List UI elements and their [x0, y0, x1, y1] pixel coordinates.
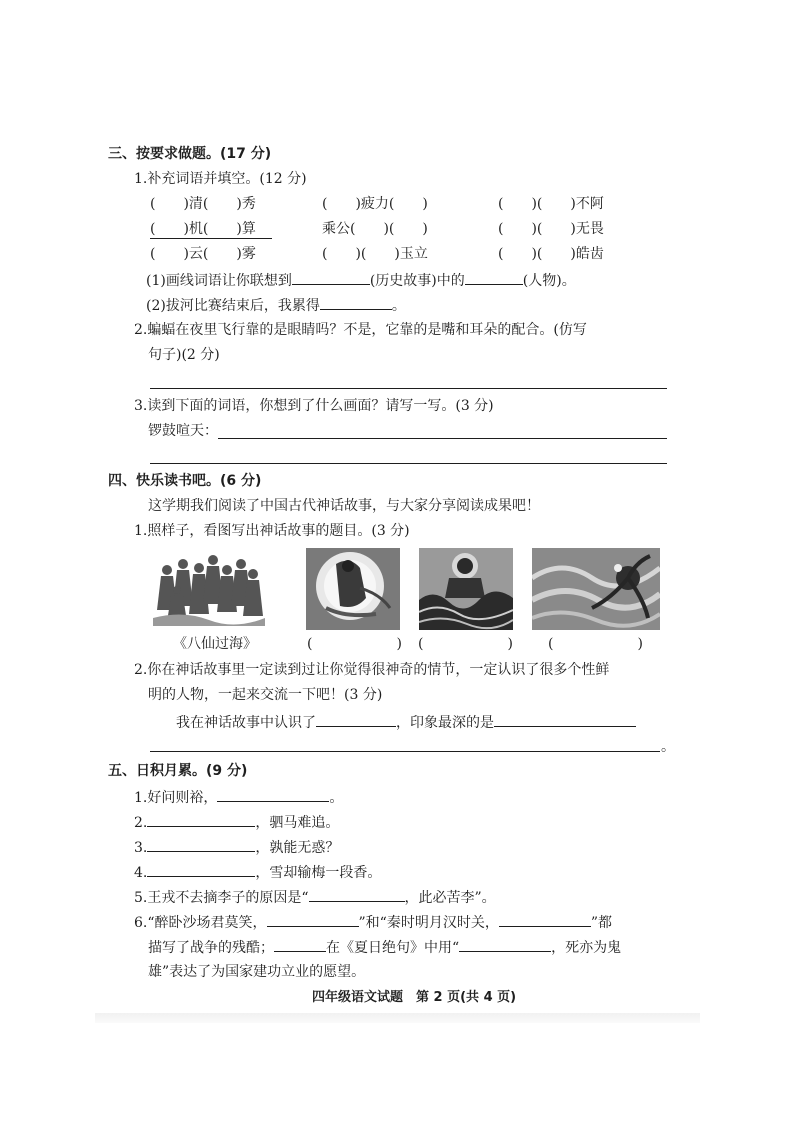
idiom-1-2: ( )疲力( )	[322, 196, 428, 212]
idiom-1-3: ( )( )不阿	[498, 196, 604, 212]
s5-item-6-f: ，死亦为鬼	[551, 940, 622, 956]
page-footer: 四年级语文试题 第 2 页(共 4 页)	[312, 990, 517, 1005]
blank-s5-6c[interactable]	[274, 937, 326, 952]
idiom-2-3: ( )( )无畏	[498, 221, 604, 237]
nezha-sea-picture	[419, 548, 513, 630]
q3-word: 锣鼓喧天：	[148, 423, 218, 439]
blank-history-story[interactable]	[292, 270, 370, 285]
blank-s5-3[interactable]	[147, 837, 255, 852]
s5-item-5	[134, 887, 496, 908]
idiom-underline	[150, 238, 272, 239]
s4-q2-line1: 2.你在神话故事里一定读到过让你觉得很神奇的情节，一定认识了很多个性鲜	[134, 662, 610, 678]
s4-q2-line2: 明的人物，一起来交流一下吧！(3 分)	[148, 687, 383, 703]
q1-sub2	[146, 295, 406, 316]
s4-q2-line-continue[interactable]	[150, 751, 660, 752]
s5-item-5-a: 5.王戎不去摘李子的原因是“	[134, 890, 309, 906]
blank-s5-6b[interactable]	[499, 912, 591, 927]
s5-item-3-b: ，孰能无惑？	[255, 840, 340, 856]
section4-heading: 四、快乐读书吧。(6 分)	[108, 473, 262, 489]
idiom-1-1: ( )清( )秀	[150, 196, 256, 212]
s5-item-6-a: 6.“醉卧沙场君莫笑，	[134, 915, 267, 931]
blank-impression[interactable]	[494, 712, 636, 727]
idiom-3-1: ( )云( )雾	[150, 246, 256, 262]
s5-item-6-line1	[134, 912, 612, 933]
s5-item-6-c: ”都	[590, 915, 613, 931]
s5-item-6-b: ”和“秦时明月汉时关，	[358, 915, 499, 931]
q1-sub1	[146, 270, 576, 291]
blank-s5-5[interactable]	[309, 887, 405, 902]
idiom-3-2: ( )( )玉立	[322, 246, 428, 262]
s4-q2-end: 。	[661, 739, 675, 755]
idiom-2-2: 乘公( )( )	[322, 221, 428, 237]
s4-q2-answer-b: ，印象最深的是	[396, 715, 494, 731]
caption-eight-immortals: 《八仙过海》	[173, 636, 257, 652]
s4-q1-title: 1.照样子，看图写出神话故事的题目。(3 分)	[134, 523, 410, 539]
blank-person[interactable]	[465, 270, 523, 285]
q1-sub1-text-c: (人物)。	[522, 273, 576, 289]
q3-title: 3.读到下面的词语，你想到了什么画面？请写一写。(3 分)	[134, 398, 494, 414]
q1-title: 1.补充词语并填空。(12 分)	[134, 171, 307, 187]
caption-blank-3[interactable]: ( )	[418, 636, 513, 652]
idiom-3-3: ( )( )皓齿	[498, 246, 604, 262]
s5-item-1-a: 1.好问则裕，	[134, 790, 218, 806]
section5-heading: 五、日积月累。(9 分)	[108, 763, 248, 779]
s5-item-4	[134, 862, 381, 883]
q2-line2: 句子)(2 分)	[148, 347, 220, 363]
q3-answer-line-2[interactable]	[150, 463, 667, 464]
s5-item-3-a: 3.	[134, 840, 148, 856]
s4-q2-answer-a: 我在神话故事中认识了	[176, 715, 316, 731]
s5-item-2	[134, 812, 339, 833]
blank-s5-2[interactable]	[147, 812, 255, 827]
s5-item-2-a: 2.	[134, 815, 148, 831]
blank-tired[interactable]	[320, 295, 392, 310]
blank-s5-4[interactable]	[147, 862, 255, 877]
blank-s5-1[interactable]	[217, 787, 329, 802]
s5-item-1-b: 。	[329, 790, 344, 806]
s5-item-6-d: 描写了战争的残酷；	[148, 940, 274, 956]
caption-blank-4[interactable]: ( )	[548, 636, 643, 652]
change-moon-picture	[306, 548, 400, 630]
s5-item-6-line3: 雄”表达了为国家建功立业的愿望。	[148, 964, 366, 980]
section3-heading: 三、按要求做题。(17 分)	[108, 146, 272, 162]
s5-item-6-e: 在《夏日绝句》中用“	[326, 940, 460, 956]
q2-line1: 2.蝙蝠在夜里飞行靠的是眼睛吗？不是，它靠的是嘴和耳朵的配合。(仿写	[134, 322, 587, 338]
blank-s5-6d[interactable]	[459, 937, 551, 952]
s5-item-4-a: 4.	[134, 865, 148, 881]
q3-answer-line-1[interactable]	[218, 438, 667, 439]
scan-shadow	[95, 1013, 700, 1023]
s5-item-2-b: ，驷马难追。	[255, 815, 340, 831]
s5-item-3	[134, 837, 339, 858]
s5-item-6-line2	[148, 937, 621, 958]
blank-s5-6a[interactable]	[267, 912, 359, 927]
eight-immortals-picture	[153, 548, 265, 626]
blank-character[interactable]	[316, 712, 396, 727]
q1-sub2-text-b: 。	[391, 298, 406, 314]
s5-item-1	[134, 787, 343, 808]
idiom-2-1: ( )机( )算	[150, 221, 256, 237]
s5-item-4-b: ，雪却输梅一段香。	[255, 865, 382, 881]
q1-sub1-text-a: (1)画线词语让你联想到	[146, 273, 292, 289]
caption-blank-2[interactable]: ( )	[307, 636, 402, 652]
q2-answer-line[interactable]	[150, 388, 667, 389]
s5-item-5-b: ，此必苦李”。	[404, 890, 496, 906]
phoenix-picture	[532, 548, 660, 630]
q1-sub1-text-b: (历史故事)中的	[369, 273, 465, 289]
s4-q2-answer	[176, 712, 636, 733]
section4-intro: 这学期我们阅读了中国古代神话故事，与大家分享阅读成果吧！	[148, 498, 540, 514]
q1-sub2-text-a: (2)拔河比赛结束后，我累得	[146, 298, 320, 314]
